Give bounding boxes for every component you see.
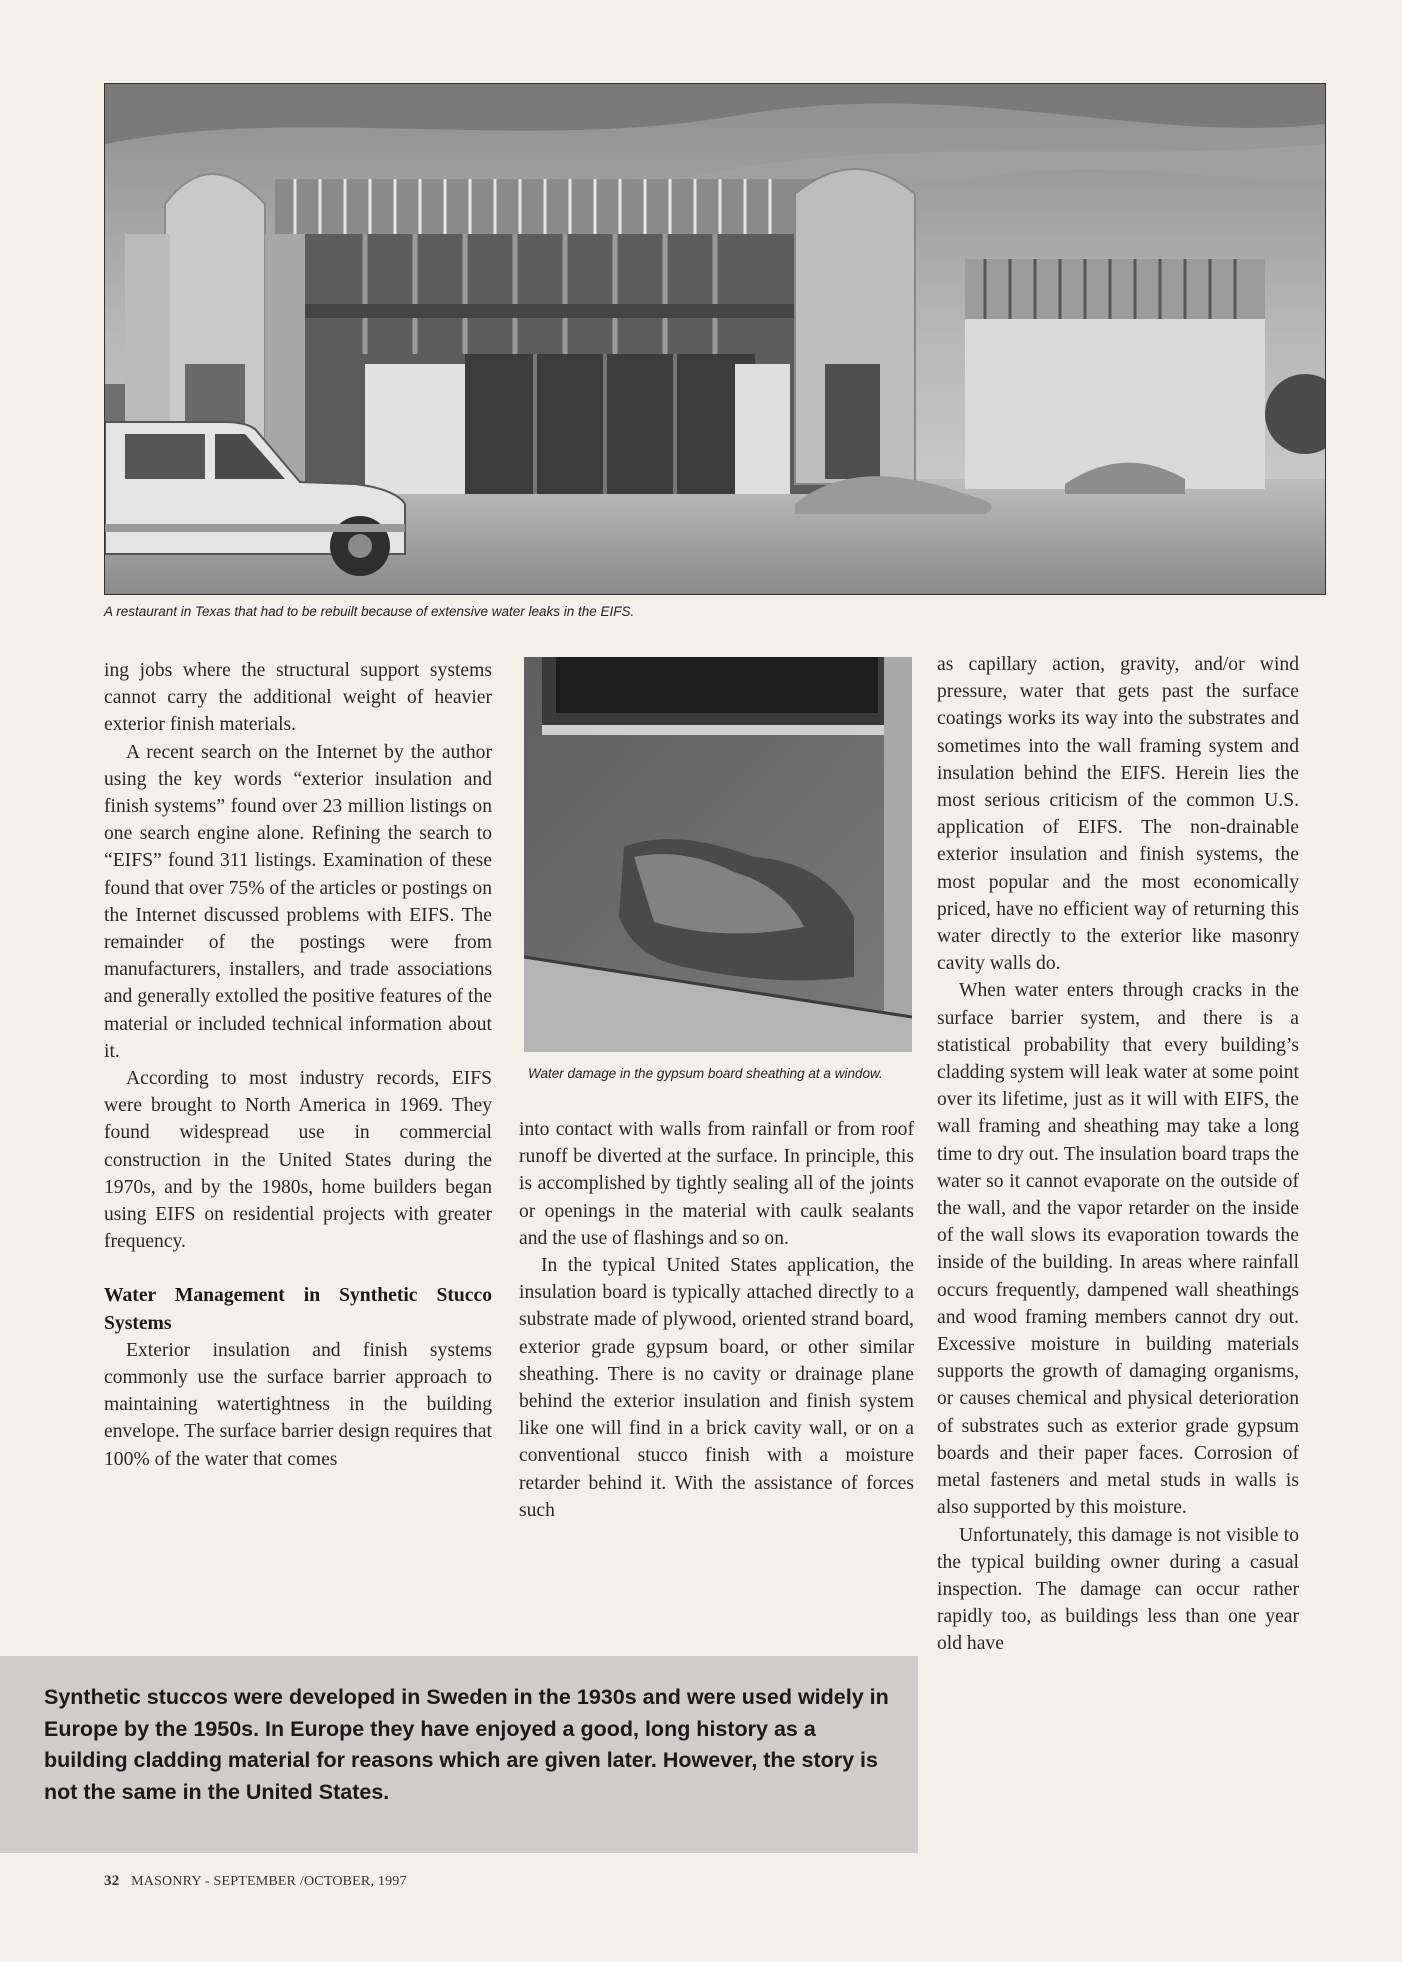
paragraph: as capillary action, gravity, and/or wind pressure, water that gets past the surface coatings works its way into the substrates and sometimes into the wall framing system and insulation behind the EIFS. Herein lies the most serious criticism of the common U.S. application of EIFS. The non-drainable exterior insulation and finish systems, the most popular and the most economically priced, have no efficient way of returning this water directly to the exterior like masonry cavity walls do.	[937, 654, 1299, 975]
paragraph: into contact with walls from rainfall or from roof runoff be diverted at the surface. In principle, this is accomplished by tightly sealing all of the joints or openings in the material with caulk sealants and the use of flashings and so on.	[519, 1119, 914, 1249]
article-column-right	[937, 651, 1299, 1658]
paragraph: ing jobs where the structural support systems cannot carry the additional weight of heavier exterior finish materials.	[104, 660, 492, 736]
photo-water-damage	[524, 657, 912, 1052]
page-number: 32	[104, 1873, 120, 1889]
paragraph: Unfortunately, this damage is not visible to the typical building owner during a casual inspection. The damage can occur rather rapidly too, as buildings less than one year old have	[937, 1524, 1299, 1655]
paragraph: In the typical United States application, the insulation board is typically attached directly to a substrate made of plywood, oriented strand board, exterior grade gypsum board, or other similar sheathing. There is no cavity or drainage plane behind the exterior insulation and finish system like one will find in a brick cavity wall, or on a conventional stucco finish with a moisture retarder behind it. With the assistance of forces such	[519, 1255, 914, 1521]
paragraph: Exterior insulation and finish systems commonly use the surface barrier approach to maintaining watertightness in the building envelope. The surface barrier design requires that 100% of the water that comes	[104, 1339, 492, 1470]
photo-water-damage-illustration	[524, 657, 912, 1052]
photo-restaurant	[104, 83, 1326, 595]
running-title: MASONRY - SEPTEMBER /OCTOBER, 1997	[131, 1874, 407, 1889]
section-heading: Water Management in Synthetic Stucco Systems	[104, 1285, 492, 1334]
paragraph: A recent search on the Internet by the author using the key words “exterior insulation and finish systems” found over 23 million listings on one search engine alone. Refining the search to “EIFS” found 311 listings. Examination of these found that over 75% of the articles or postings on the Internet discussed problems with EIFS. The remainder of the postings were from manufacturers, installers, and trade associations and generally extolled the positive features of the material or included technical information about it.	[104, 741, 492, 1062]
paragraph: According to most industry records, EIFS were brought to North America in 1969. They found widespread use in commercial construction in the United States during the 1970s, and by the 1980s, home builders began using EIFS on residential projects with greater frequency.	[104, 1068, 492, 1253]
article-column-left	[104, 657, 492, 1473]
photo-restaurant-illustration	[105, 84, 1325, 594]
photo-water-damage-caption: Water damage in the gypsum board sheathing at a window.	[528, 1066, 883, 1081]
photo-restaurant-caption: A restaurant in Texas that had to be rebuilt because of extensive water leaks in the EIFS.	[104, 604, 635, 619]
page-footer	[104, 1873, 407, 1890]
paragraph: When water enters through cracks in the surface barrier system, and there is a statistical probability that every building’s cladding system will leak water at some point over its lifetime, just as it will with EIFS, the wall framing and sheathing may take a long time to dry out. The insulation board traps the water so it cannot evaporate on the outside of the wall, and the vapor retarder on the inside of the wall slows its evaporation towards the inside of the building. In areas where rainfall occurs frequently, dampened wall sheathings and wood framing members cannot dry out. Excessive moisture in building materials supports the growth of damaging organisms, or causes chemical and physical deterioration of substrates such as exterior grade gypsum boards and their paper faces. Corrosion of metal fasteners and metal studs in walls is also supported by this moisture.	[937, 980, 1299, 1519]
pull-quote-text: Synthetic stuccos were developed in Sweden in the 1930s and were used widely in Europe by the 1950s. In Europe they have enjoyed a good, long history as a building cladding material for reasons which are given later. However, the story is not the same in the United States.	[44, 1685, 889, 1804]
pull-quote	[0, 1656, 918, 1853]
article-column-middle	[519, 1116, 914, 1524]
